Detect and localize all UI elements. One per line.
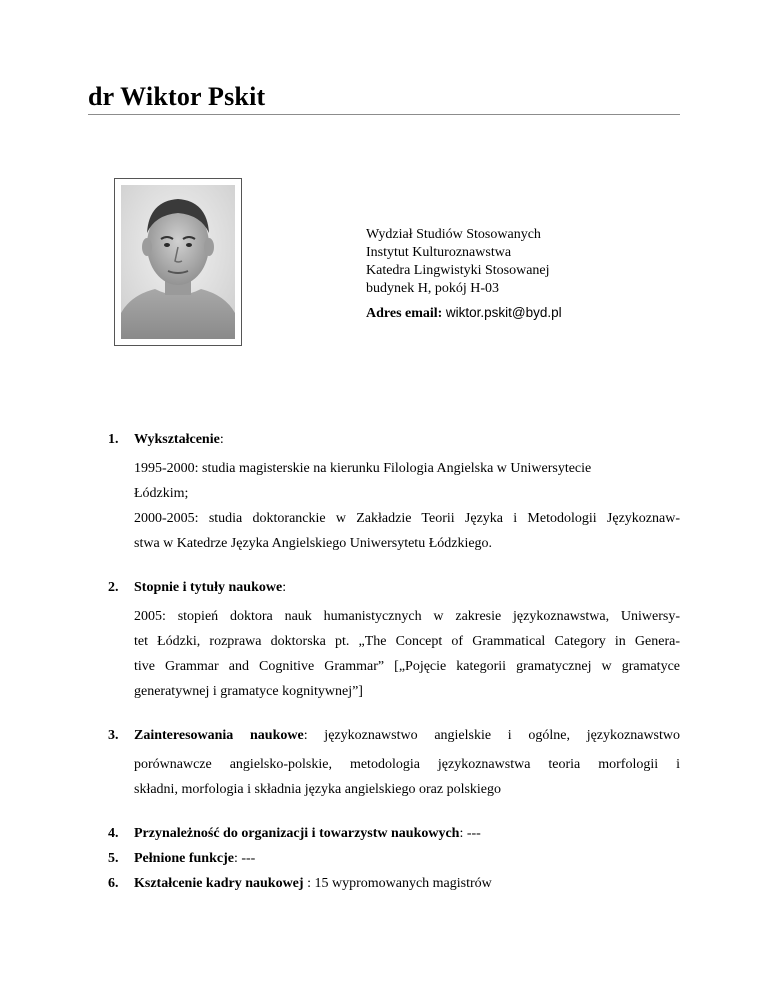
section-heading [134,826,481,842]
section-title: Stopnie i tytuły naukowe [134,580,283,595]
section-title: Wykształcenie [134,432,220,447]
section-line: Łódzkim; [134,486,189,501]
section-body [134,456,680,556]
section-line: 2000-2005: studia doktoranckie w Zakładzie Teorii Języka i Metodologii Językoznaw- [134,511,680,526]
section-body [134,604,680,704]
section-number: 4. [108,826,119,841]
section-line: tet Łódzki, rozprawa doktorska pt. „The Concept of Grammatical Category in Genera- [134,634,680,649]
section-line: tive Grammar and Cognitive Grammar” [„Pojęcie kategorii gramatycznej w gramatyce [134,659,680,674]
section-title: Kształcenie kadry naukowej [134,876,304,891]
section-heading [134,728,680,744]
section-suffix: : [219,432,224,447]
section-suffix: : --- [233,851,256,866]
section-line: stwa w Katedrze Języka Angielskiego Uniwersytetu Łódzkiego. [134,536,493,551]
section-line: składni, morfologia i składnia języka angielskiego oraz polskiego [134,782,502,797]
email-line [366,305,562,322]
section-heading [134,851,255,867]
affiliation-room: budynek H, pokój H-03 [366,281,499,296]
section-suffix: : [282,580,287,595]
affiliation-department: Katedra Lingwistyki Stosowanej [366,263,550,278]
section-line: porównawcze angielsko-polskie, metodologia językoznawstwa teoria morfologii i [134,757,680,772]
section-title: Pełnione funkcje [134,851,234,866]
section-body [134,752,680,802]
section-line: generatywnej i gramatyce kognitywnej”] [134,684,363,699]
email-address[interactable]: wiktor.pskit@byd.pl [445,305,562,320]
section-number: 1. [108,432,119,447]
section-title: Przynależność do organizacji i towarzystw naukowych [134,826,460,841]
section-suffix: : --- [459,826,481,841]
portrait-photo-frame [114,178,242,346]
section-number: 2. [108,580,119,595]
section-suffix: : językoznawstwo angielskie i ogólne, językoznawstwo [303,728,681,743]
affiliation-block [366,226,550,298]
email-label: Adres email: [366,306,443,321]
affiliation-faculty: Wydział Studiów Stosowanych [366,227,541,242]
affiliation-institute: Instytut Kulturoznawstwa [366,245,512,260]
portrait-photo [121,185,235,339]
section-number: 6. [108,876,119,891]
section-number: 5. [108,851,119,866]
section-heading [134,432,224,448]
section-heading [134,580,286,596]
section-heading [134,876,492,892]
section-suffix: : 15 wypromowanych magistrów [303,876,492,891]
section-line: 1995-2000: studia magisterskie na kierunku Filologia Angielska w Uniwersytecie [134,461,592,476]
section-number: 3. [108,728,119,743]
title-divider [88,114,680,115]
section-title: Zainteresowania naukowe [134,728,304,743]
page-title: dr Wiktor Pskit [88,82,266,111]
section-line: 2005: stopień doktora nauk humanistycznych w zakresie językoznawstwa, Uniwersy- [134,609,680,624]
